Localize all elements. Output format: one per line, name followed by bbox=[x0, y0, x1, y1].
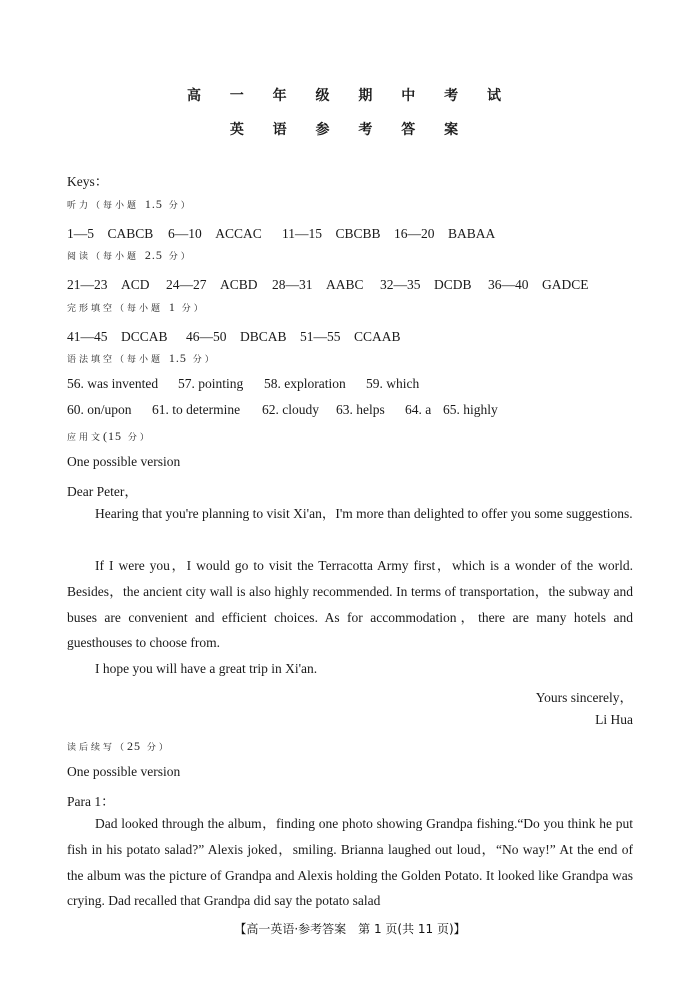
letter-paragraph: I hope you will have a great trip in Xi'an. bbox=[95, 661, 318, 676]
grammar-heading: 语法填空（每小题 1.5 分） bbox=[67, 351, 217, 365]
exam-title: 高 一 年 级 期 中 考 试 bbox=[186, 88, 514, 104]
grammar-answer: 65. highly bbox=[443, 402, 498, 417]
continuation-heading: 读后续写（25 分） bbox=[67, 739, 171, 753]
cloze-answer: 41—45 DCCAB bbox=[67, 329, 168, 344]
reading-answer: 28—31 AABC bbox=[272, 277, 364, 292]
page-footer: 【高一英语·参考答案 第 1 页(共 11 页)】 bbox=[234, 922, 466, 936]
grammar-answer: 61. to determine bbox=[152, 402, 241, 417]
letter-signature: Li Hua bbox=[595, 712, 633, 727]
grammar-answer: 64. a bbox=[405, 402, 432, 417]
listening-answer: 6—10 ACCAC bbox=[168, 226, 262, 241]
reading-answer: 24—27 ACBD bbox=[166, 277, 258, 292]
cloze-answer: 46—50 DBCAB bbox=[186, 329, 287, 344]
reading-heading: 阅读（每小题 2.5 分） bbox=[67, 248, 193, 262]
writing-version: One possible version bbox=[67, 454, 181, 469]
listening-answer: 11—15 CBCBB bbox=[282, 226, 381, 241]
writing-heading: 应用文(15 分） bbox=[67, 429, 152, 443]
listening-answer: 1—5 CABCB bbox=[67, 226, 154, 241]
reading-answer: 32—35 DCDB bbox=[380, 277, 472, 292]
keys-label: Keys： bbox=[67, 174, 109, 189]
answer-title: 英 语 参 考 答 案 bbox=[229, 122, 471, 138]
grammar-answer: 62. cloudy bbox=[262, 402, 319, 417]
letter-greeting: Dear Peter， bbox=[67, 484, 138, 499]
grammar-answer: 58. exploration bbox=[264, 376, 346, 391]
letter-paragraph: Hearing that you're planning to visit Xi'an，I'm more than delighted to offer you some suggestions. bbox=[95, 506, 633, 521]
grammar-answer: 57. pointing bbox=[178, 376, 244, 391]
continuation-version: One possible version bbox=[67, 764, 181, 779]
letter-closing: Yours sincerely， bbox=[535, 690, 633, 705]
listening-answer: 16—20 BABAA bbox=[394, 226, 496, 241]
grammar-answer: 63. helps bbox=[336, 402, 385, 417]
grammar-answer: 60. on/upon bbox=[67, 402, 132, 417]
grammar-answer: 56. was invented bbox=[67, 376, 159, 391]
cloze-heading: 完形填空（每小题 1 分） bbox=[67, 300, 206, 314]
reading-answer: 21—23 ACD bbox=[67, 277, 150, 292]
listening-heading: 听力（每小题 1.5 分） bbox=[67, 197, 193, 211]
continuation-paragraph: Dad looked through the album，finding one photo showing Grandpa fishing.“Do you think he put fish in his potato salad?” Alexis joked，smiling. Brianna laughed out loud，“No way!” At the end of the album was the picture of Grandpa and Alexis holding the Golden Potato. It looked like Grandpa was crying. Dad recalled that Grandpa did say the potato salad bbox=[67, 816, 633, 909]
para-label: Para 1： bbox=[67, 794, 115, 809]
cloze-answer: 51—55 CCAAB bbox=[300, 329, 401, 344]
grammar-answer: 59. which bbox=[366, 376, 420, 391]
reading-answer: 36—40 GADCE bbox=[488, 277, 589, 292]
letter-paragraph: If I were you，I would go to visit the Terracotta Army first，which is a wonder of the world. Besides，the ancient city wall is also highly recommended. In terms of transportation，the subway and buses are convenient and efficient choices. As for accommodation，there are many hotels and guesthouses to choose from. bbox=[67, 558, 633, 651]
